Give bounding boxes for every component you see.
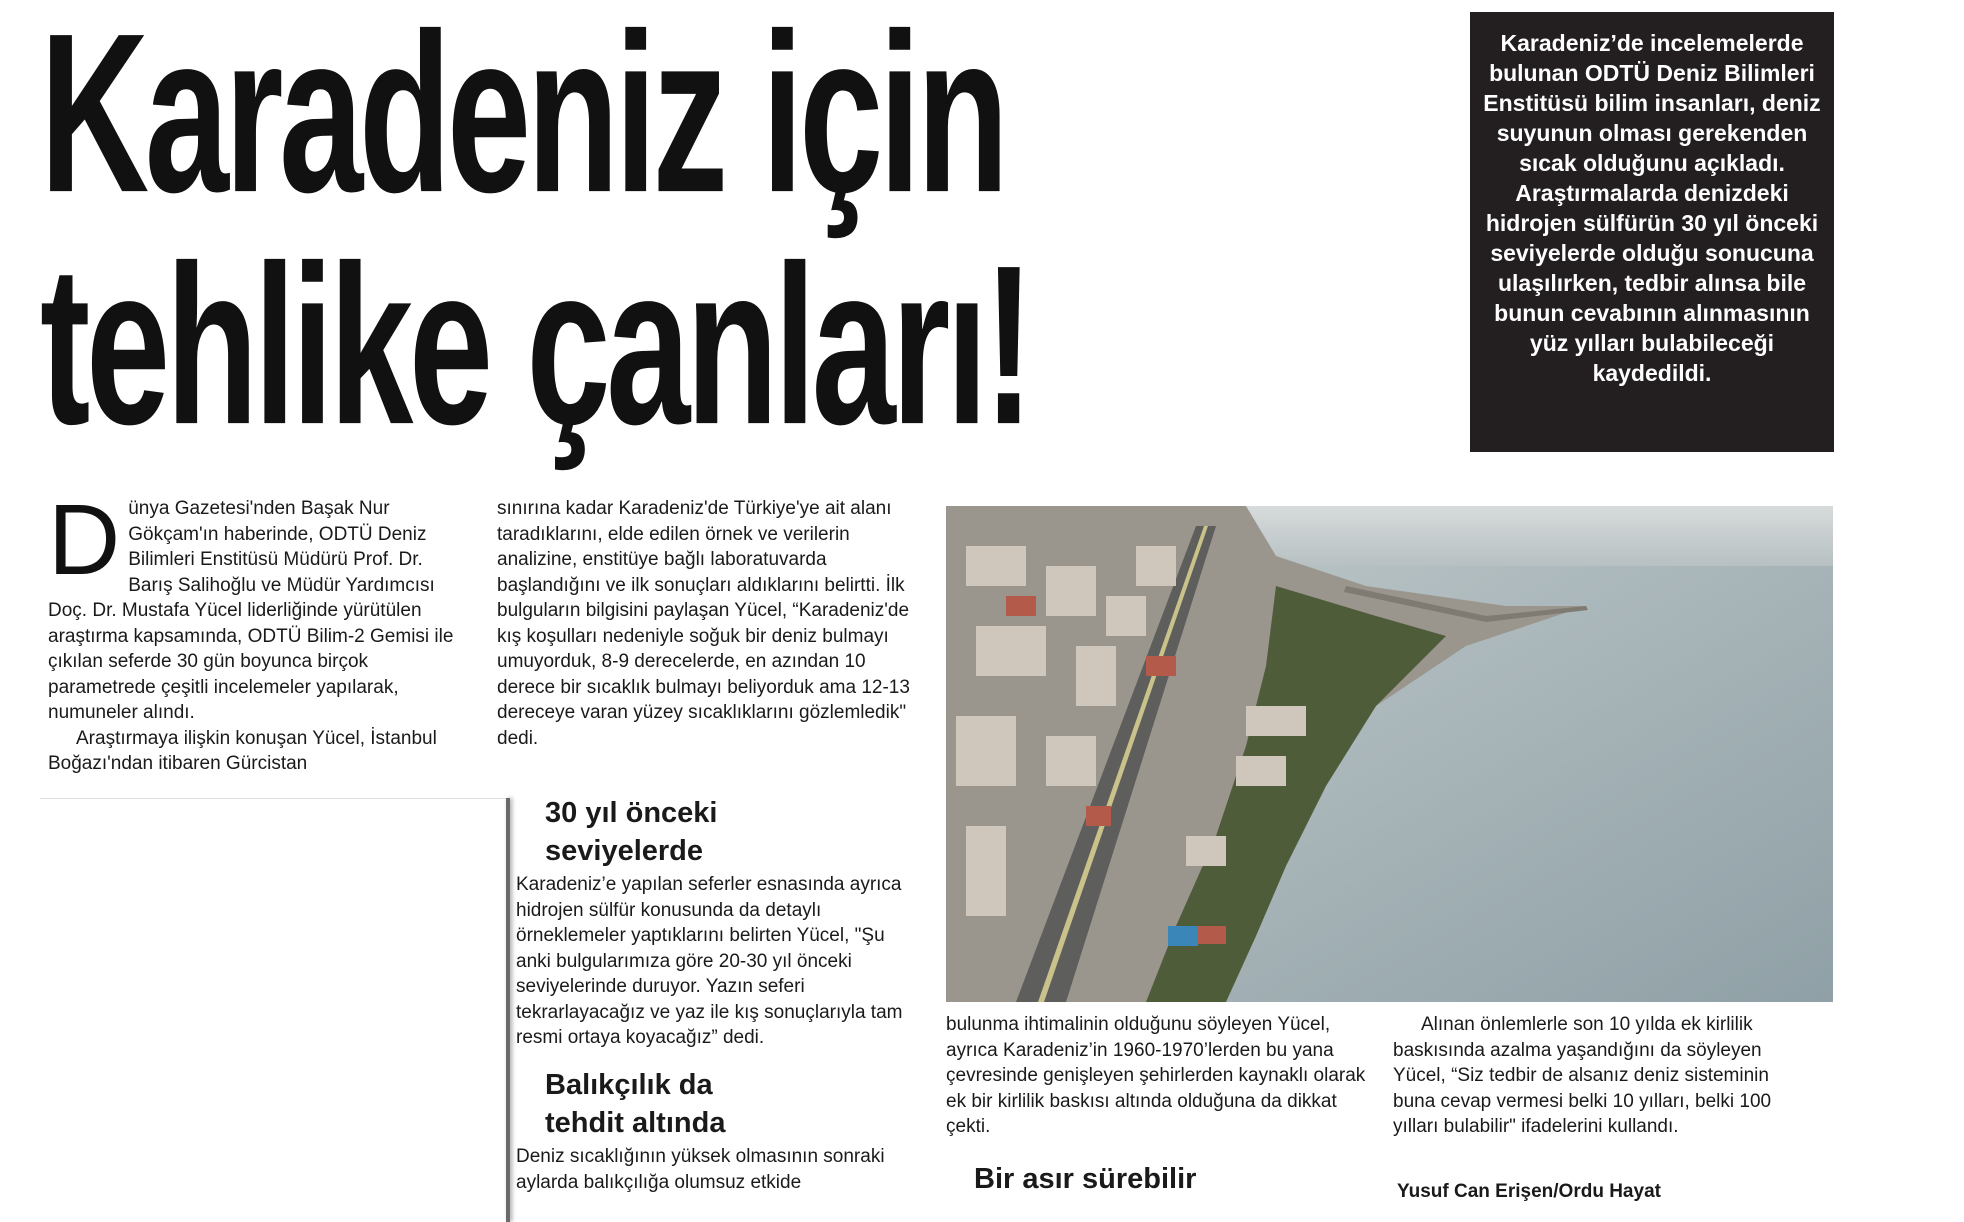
column-1 [48, 484, 470, 777]
column-3 [946, 1012, 1366, 1140]
section-1-title: 30 yıl önceki seviyelerde [545, 797, 718, 867]
column-divider-horizontal [40, 798, 506, 799]
drop-cap: D [48, 484, 121, 596]
aerial-coast-illustration [946, 506, 1833, 1002]
section-2-body-text: Deniz sıcaklığının yüksek olmasının sonraki aylarda balıkçılığa olumsuz etkide [516, 1146, 885, 1193]
column-1-para-1-text: ünya Gazetesi'nden Başak Nur Gökçam'ın haberinde, ODTÜ Deniz Bilimleri Enstitüsü Müdürü Prof. Dr. Barış Salihoğlu ve Müdür Yardımcısı Doç. Dr. Mustafa Yücel liderliğinde yürütülen araştırma kapsamında, ODTÜ Bilim-2 Gemisi ile çıkılan seferde 30 gün boyunca birçok parametrede çeşitli incelemeler yapılarak, numuneler alındı. [48, 498, 454, 723]
section-1-body-text: Karadeniz’e yapılan seferler esnasında ayrıca hidrojen sülfür konusunda da detaylı örneklemeler yaptıklarını belirten Yücel, "Şu anki bulgularımıza göre 20-30 yıl önceki seviyelerinde duruyor. Yazın seferi tekrarlayacağız ve yaz ile kış sonuçlarıyla tam resmi ortaya koyacağız” dedi. [516, 874, 903, 1048]
section-2-title: Balıkçılık da tehdit altında [545, 1069, 726, 1139]
byline: Yusuf Can Erişen/Ordu Hayat [1397, 1181, 1661, 1202]
section-2-body [516, 1144, 924, 1195]
headline-line-1: Karadeniz için [40, 0, 1005, 240]
column-4 [1393, 1012, 1777, 1140]
section-1-body [516, 872, 924, 1051]
column-1-para-1 [48, 484, 470, 726]
column-4-para-1: Alınan önlemlerle son 10 yılda ek kirlilik baskısında azalma yaşandığını da söyleyen Yücel, “Siz tedbir de alsanız deniz sisteminin buna cevap vermesi belki 10 yılları, belki 100 yılları bulabilir" ifadelerini kullandı. [1393, 1014, 1772, 1137]
column-2 [497, 496, 917, 751]
section-3-title: Bir asır sürebilir [974, 1163, 1197, 1195]
column-2-para-1: sınırına kadar Karadeniz'de Türkiye'ye ait alanı taradıklarını, elde edilen örnek ve verilerin analizine, enstitüye bağlı laboratuvarda başlandığını ve ilk sonuçları aldıklarını belirtti. İlk bulguların bilgisini paylaşan Yücel, “Karadeniz'de kış koşulları nedeniyle soğuk bir deniz bulmayı umuyorduk, 8-9 derecelerde, en azından 10 derece bir sıcaklık bulmayı beliyorduk ama 12-13 dereceye varan yüzey sıcaklıklarını gözlemledik" dedi. [497, 498, 910, 749]
column-1-para-2: Araştırmaya ilişkin konuşan Yücel, İstanbul Boğazı'ndan itibaren Gürcistan [48, 727, 437, 774]
summary-box: Karadeniz’de incelemelerde bulunan ODTÜ Deniz Bilimleri Enstitüsü bilim insanları, deniz suyunun olması gerekenden sıcak olduğunu açıkladı. Araştırmalarda denizdeki hidrojen sülfürün 30 yıl önceki seviyelerde olduğu sonucuna ulaşılırken, tedbir alınsa bile bunun cevabının alınmasının yüz yılları bulabileceği kaydedildi. [1470, 12, 1834, 452]
headline-line-2: tehlike çanları! [40, 217, 1030, 472]
column-3-para-1: bulunma ihtimalinin olduğunu söyleyen Yücel, ayrıca Karadeniz’in 1960-1970’lerden bu yana çevresinde genişleyen şehirlerden kaynaklı olarak ek bir kirlilik baskısı altında olduğuna da dikkat çekti. [946, 1014, 1366, 1137]
aerial-coast-photo [946, 506, 1833, 1002]
column-divider-vertical [506, 798, 510, 1222]
